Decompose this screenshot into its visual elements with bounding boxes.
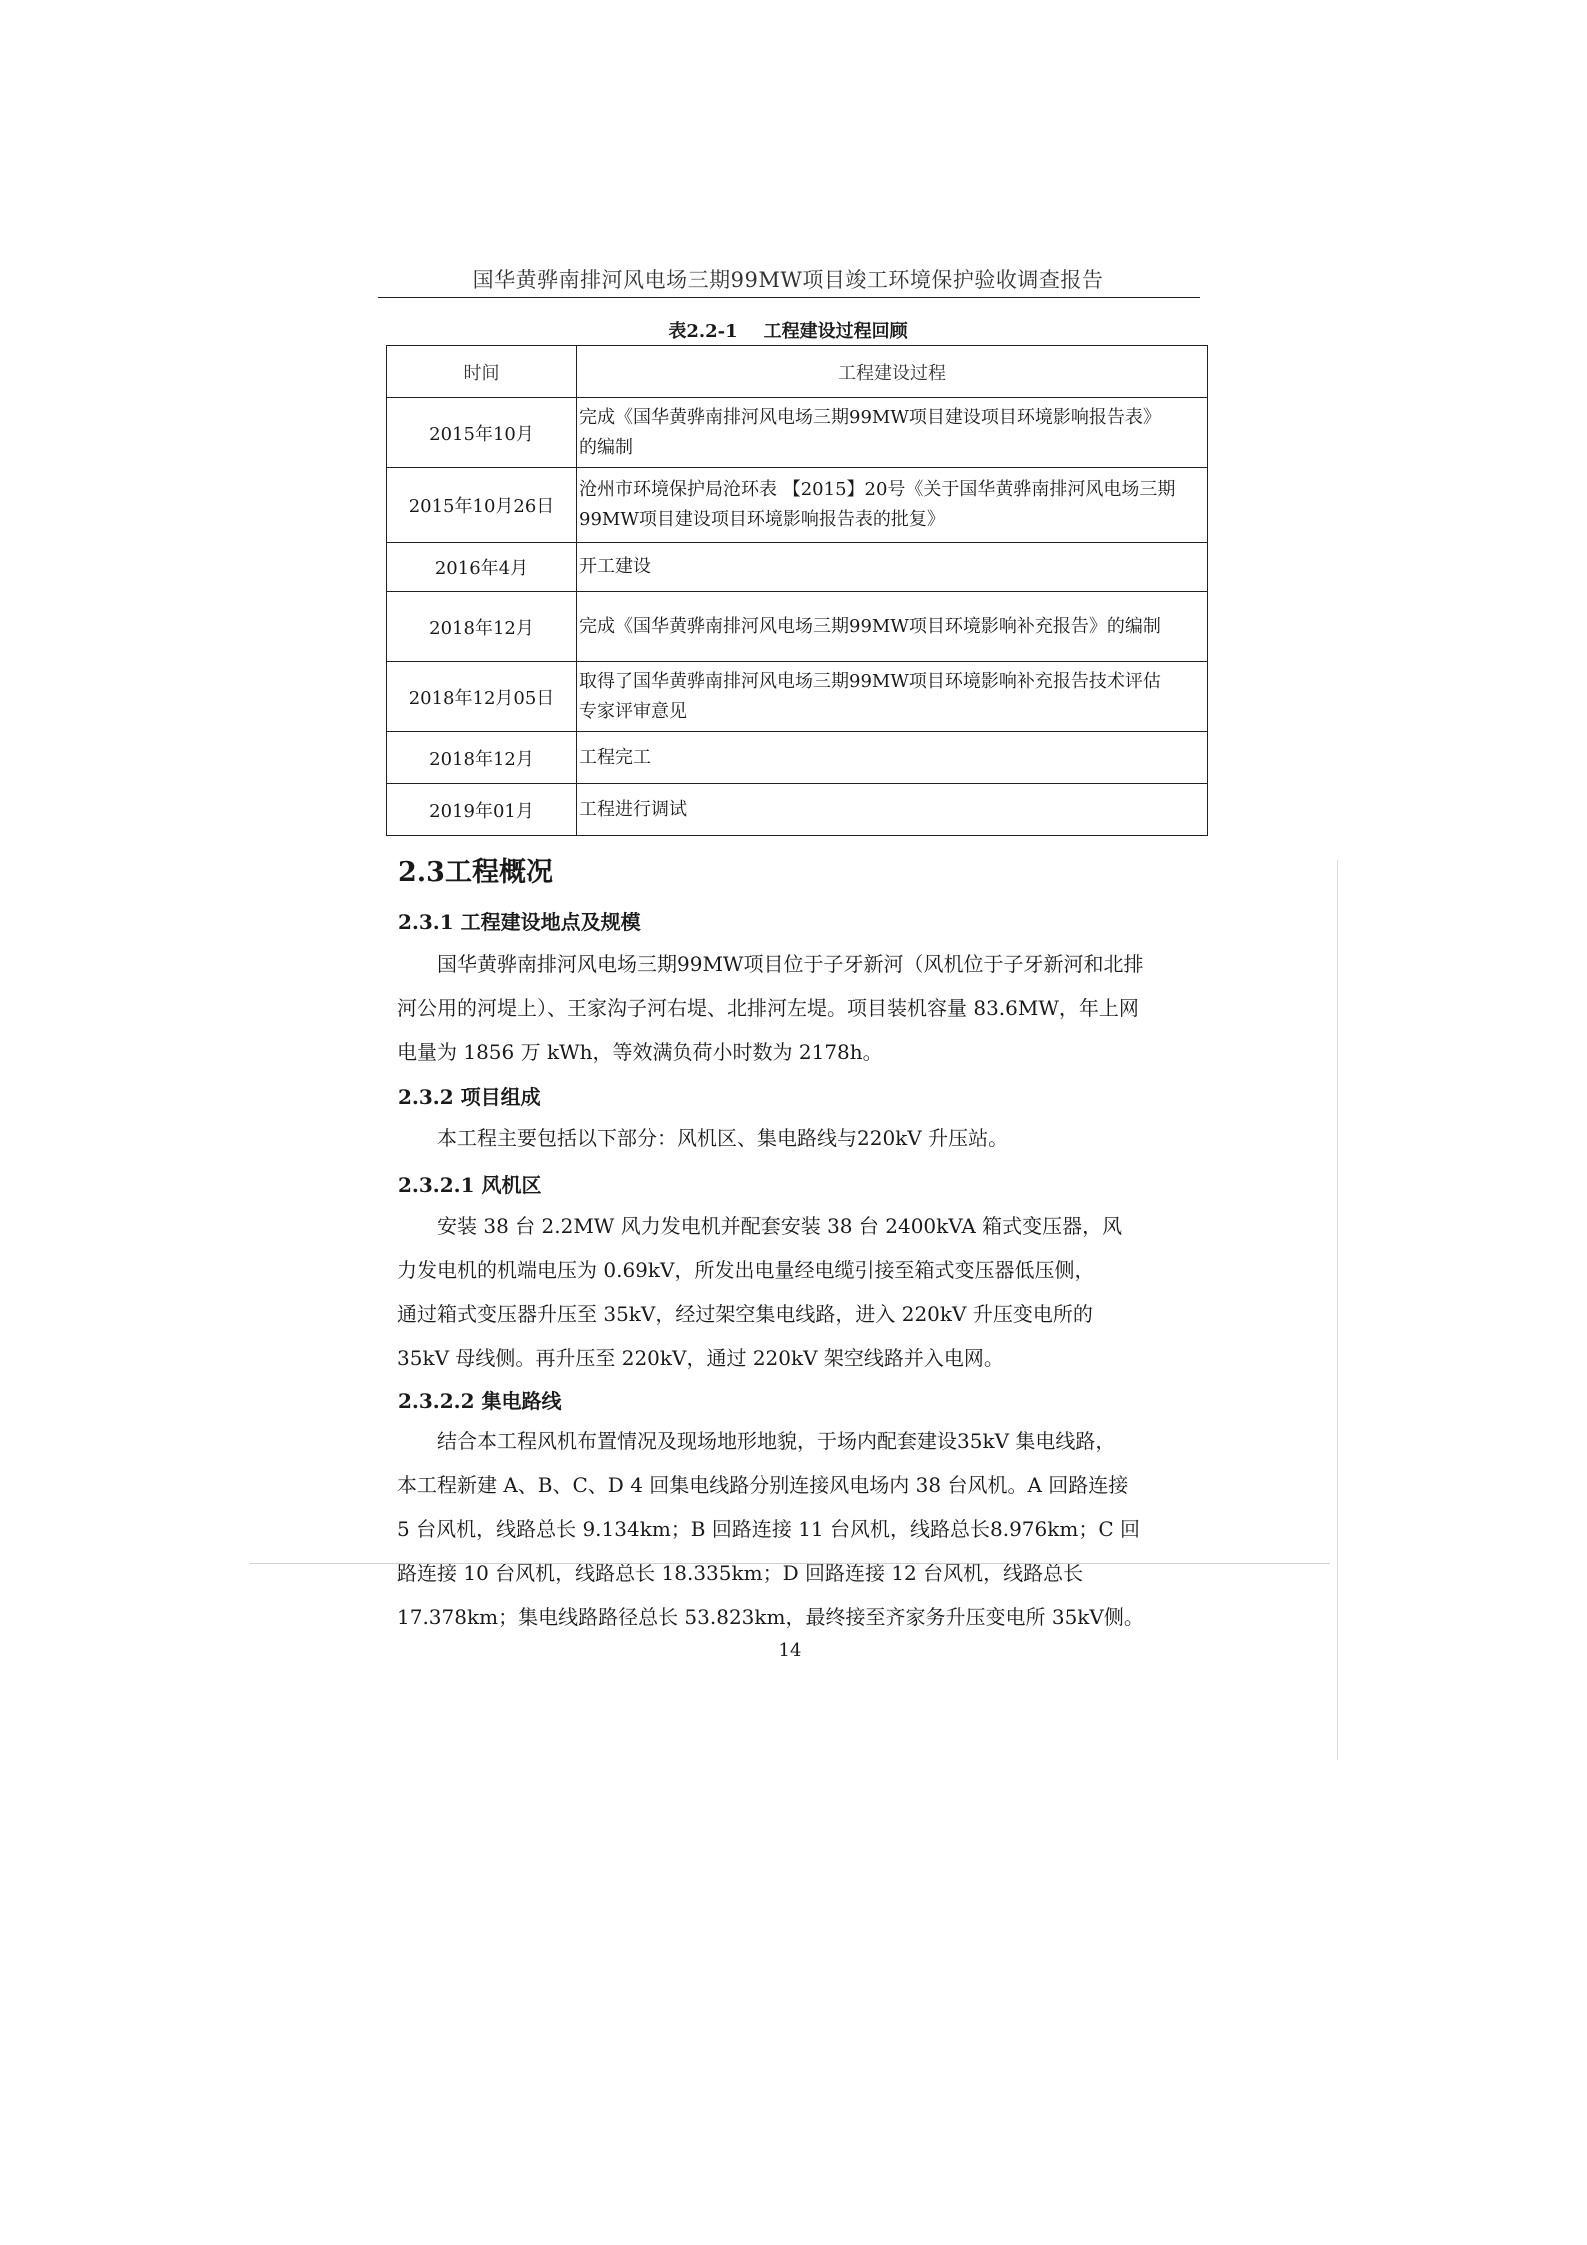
page-number: 14 [778,1640,802,1661]
table-caption-title: 工程建设过程回顾 [763,321,908,342]
table-row [387,592,1208,662]
table-row [387,732,1208,784]
section-heading-2-3: 2.3工程概况 [398,857,553,888]
table-row [387,543,1208,592]
table-caption-number: 表2.2-1 [668,321,738,342]
paragraph-site-and-scale: 国华黄骅南排河风电场三期99MW项目位于子牙新河（风机位于子牙新河和北排 河公用的河堤上）、王家沟子河右堤、北排河左堤。项目装机容量 83.6MW，年上网 电量为 1856 万 kWh，等效满负荷小时数为 2178h。 [397,952,1144,1064]
time-cell: 2018年12月05日 [387,662,577,732]
time-cell: 2015年10月26日 [387,468,577,543]
process-cell: 取得了国华黄骅南排河风电场三期99MW项目环境影响补充报告技术评估 专家评审意见 [577,662,1208,732]
process-cell: 完成《国华黄骅南排河风电场三期99MW项目建设项目环境影响报告表》 的编制 [577,398,1208,468]
process-cell: 开工建设 [577,543,1208,592]
scan-artifact-line [250,1563,1330,1564]
paragraph-project-composition: 本工程主要包括以下部分：风机区、集电路线与220kV 升压站。 [437,1126,1009,1150]
running-header: 国华黄骅南排河风电场三期99MW项目竣工环境保护验收调查报告 [472,268,1104,292]
table-row [387,784,1208,836]
time-cell: 2018年12月 [387,592,577,662]
column-header-process: 工程建设过程 [577,346,1208,398]
paragraph-turbine-area: 安装 38 台 2.2MW 风力发电机并配套安装 38 台 2400kVA 箱式变压器，风 力发电机的机端电压为 0.69kV，所发出电量经电缆引接至箱式变压器低压侧， 通过箱式变压器升压至 35kV，经过架空集电线路，进入 220kV 升压变电所的 35kV 母线侧。再升压至 220kV，通过 220kV 架空线路并入电网。 [397,1214,1123,1370]
process-cell: 沧州市环境保护局沧环表 【2015】20号《关于国华黄骅南排河风电场三期 99MW项目建设项目环境影响报告表的批复》 [577,468,1208,543]
table-row [387,662,1208,732]
table-caption [378,317,1198,343]
section-heading-2-3-2-2: 2.3.2.2 集电路线 [398,1389,562,1413]
process-cell: 工程完工 [577,732,1208,784]
section-heading-2-3-1: 2.3.1 工程建设地点及规模 [398,910,641,934]
time-cell: 2018年12月 [387,732,577,784]
section-heading-2-3-2: 2.3.2 项目组成 [398,1085,541,1109]
time-cell: 2016年4月 [387,543,577,592]
section-heading-2-3-2-1: 2.3.2.1 风机区 [398,1173,542,1197]
table-row [387,468,1208,543]
header-rule [378,297,1200,298]
table-row [387,398,1208,468]
construction-process-table [386,345,1208,836]
time-cell: 2019年01月 [387,784,577,836]
column-header-time: 时间 [387,346,577,398]
scan-artifact-edge [1337,860,1338,1760]
process-cell: 完成《国华黄骅南排河风电场三期99MW项目环境影响补充报告》的编制 [577,592,1208,662]
table-header-row [387,346,1208,398]
time-cell: 2015年10月 [387,398,577,468]
paragraph-collector-lines: 结合本工程风机布置情况及现场地形地貌，于场内配套建设35kV 集电线路， 本工程新建 A、B、C、D 4 回集电线路分别连接风电场内 38 台风机。A 回路连接 5 台风机，线路总长 9.134km；B 回路连接 11 台风机，线路总长8.976km；C 回 路连接 10 台风机，线路总长 18.335km；D 回路连接 12 台风机，线路总长 17.378km；集电线路路径总长 53.823km，最终接至齐家务升压变电所 35kV侧。 [397,1429,1144,1629]
process-cell: 工程进行调试 [577,784,1208,836]
